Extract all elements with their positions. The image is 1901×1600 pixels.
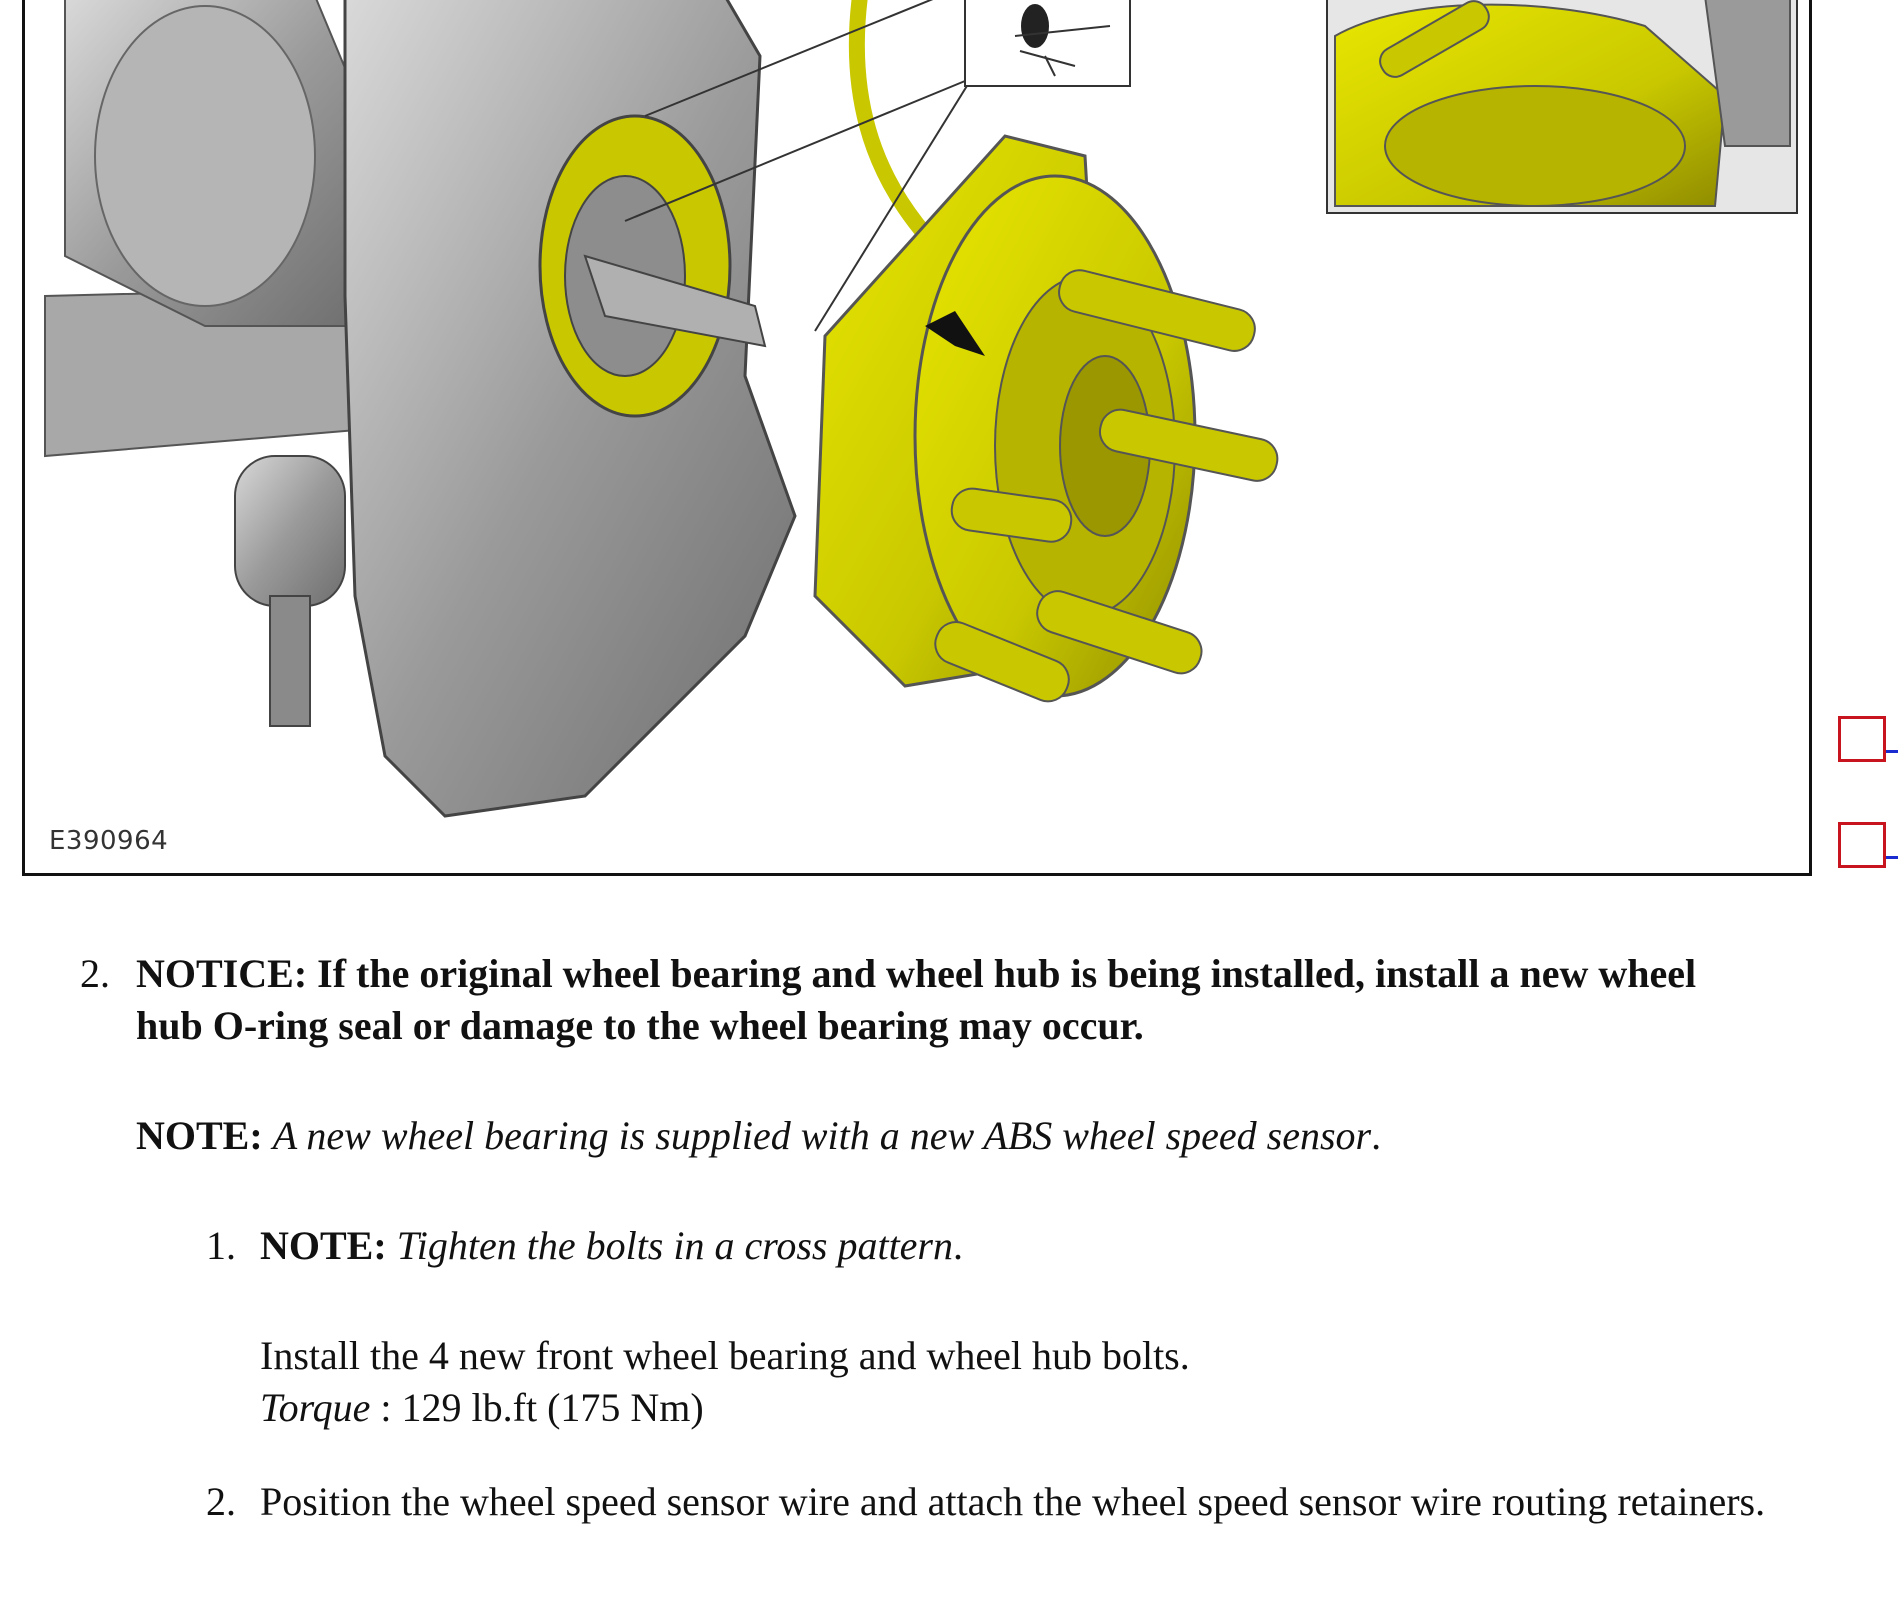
note-period: . (1371, 1113, 1382, 1158)
step-checkbox[interactable] (1838, 822, 1886, 868)
note-label: NOTE: (136, 1113, 263, 1158)
figure-id: E390964 (49, 826, 169, 856)
instruction-text: Install the 4 new front wheel bearing and wheel hub bolts. (260, 1333, 1190, 1378)
sub-note-label: NOTE: (260, 1223, 387, 1268)
sub-note-text: Tighten the bolts in a cross pattern (396, 1223, 953, 1268)
notice-line-1: NOTICE: If the original wheel bearing and wheel hub is being installed, install a new wheel (136, 951, 1697, 996)
note (136, 1110, 1836, 1162)
sub-note-period: . (953, 1223, 963, 1268)
step-number: 2. (80, 951, 110, 996)
checkbox-connector (1886, 750, 1898, 753)
wheel-hub-illustration (25, 0, 1812, 876)
sub-step-2-text: Position the wheel speed sensor wire and attach the wheel speed sensor wire routing retainers. (260, 1479, 1766, 1524)
sub-step-1-instruction (260, 1330, 1860, 1434)
step-checkbox[interactable] (1838, 716, 1886, 762)
notice-text (136, 948, 1876, 1052)
sub-step-number: 2. (206, 1479, 236, 1524)
torque-line (260, 1382, 1860, 1434)
note-text: A new wheel bearing is supplied with a new ABS wheel speed sensor (272, 1113, 1372, 1158)
notice-line-2: hub O-ring seal or damage to the wheel bearing may occur. (136, 1003, 1144, 1048)
torque-label: Torque (260, 1385, 371, 1430)
checkbox-connector (1886, 856, 1898, 859)
sub-step-number: 1. (206, 1223, 236, 1268)
torque-value: : 129 lb.ft (175 Nm) (380, 1385, 704, 1430)
figure-frame (22, 0, 1812, 876)
